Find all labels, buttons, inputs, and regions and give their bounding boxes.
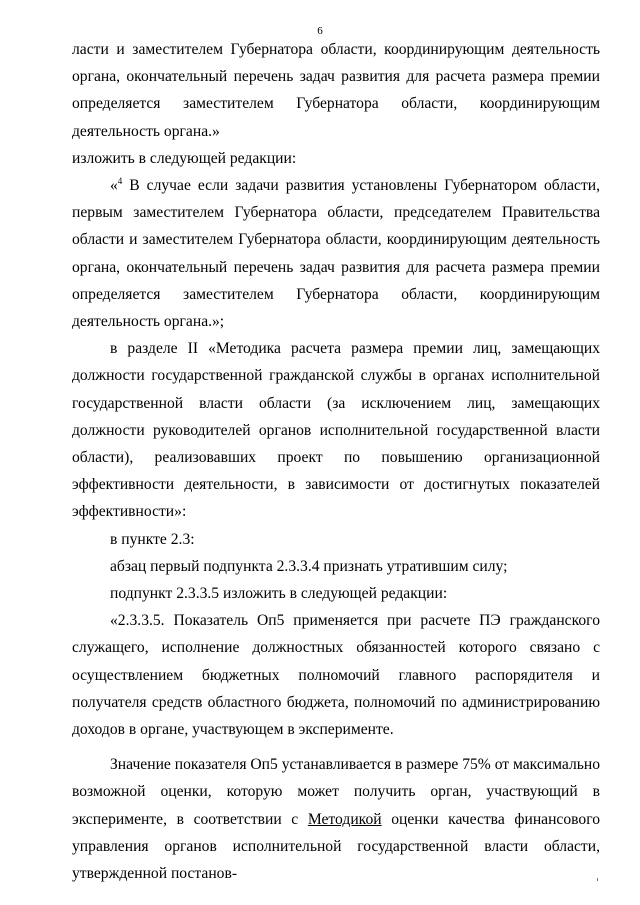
scan-mark xyxy=(597,878,598,881)
paragraph-point-2-3: в пункте 2.3: xyxy=(110,530,195,548)
paragraph-subpoint-2-3-3-4: абзац первый подпункта 2.3.3.4 признать утратившим силу; xyxy=(110,557,508,575)
paragraph-op5-value-before: Значение показателя Оп5 устанавливается в размере 75% от максимально возможной оценки, которую может получить орган, участвующий в эксперименте, в соответствии с xyxy=(72,756,600,828)
paragraph-new-footnote-text xyxy=(72,172,600,335)
paragraph-subpoint-2-3-3-5-instruction: подпункт 2.3.3.5 изложить в следующей редакции: xyxy=(110,585,448,603)
paragraph-continuation: ласти и заместителем Губернатора области, координирующим деятельность органа, окончательный перечень задач развития для расчета размера премии определяется заместителем Губернатора области, координирующим деятельность органа.» xyxy=(72,41,600,140)
paragraph-op5-value-after: оценки качества финансового управления органов исполнительной государственной власти области, утвержденной постанов- xyxy=(72,810,601,883)
paragraph-new-footnote-body: В случае если задачи развития установлены Губернатором области, первым заместителем Губернатора области, председателем Правительства области и заместителем Губернатора области, координирующим деятельность органа, окончательный перечень задач развития для расчета размера премии определяется заместителем Губернатора области, координирующим деятельность органа.»; xyxy=(72,177,600,331)
paragraph-op5-value xyxy=(72,751,600,887)
footnote-marker: 4 xyxy=(117,176,123,187)
page-number: 6 xyxy=(317,25,323,37)
methodology-link[interactable]: Методикой xyxy=(307,810,382,828)
paragraph-subpoint-2-3-3-5-text: «2.3.3.5. Показатель Оп5 применяется при расчете ПЭ гражданского служащего, исполнение должностных обязанностей которого связано с осуществлением бюджетных полномочий главного распорядителя и получателя средств областного бюджета, полномочий по администрированию доходов в органе, участвующем в эксперименте. xyxy=(72,612,600,739)
opening-quote: « xyxy=(110,177,118,195)
paragraph-edit-instruction: изложить в следующей редакции: xyxy=(72,149,297,167)
paragraph-spacer xyxy=(72,743,600,751)
paragraph-section-ii: в разделе II «Методика расчета размера премии лиц, замещающих должности государственной гражданской службы в органах исполнительной государственной власти области (за исключением лиц, замещающих должности руководителей органов исполнительной государственной власти области), реализовавших проект по повышению организационной эффективности деятельности, в зависимости от достигнутых показателей эффективности»: xyxy=(72,340,600,521)
document-body xyxy=(72,36,600,887)
